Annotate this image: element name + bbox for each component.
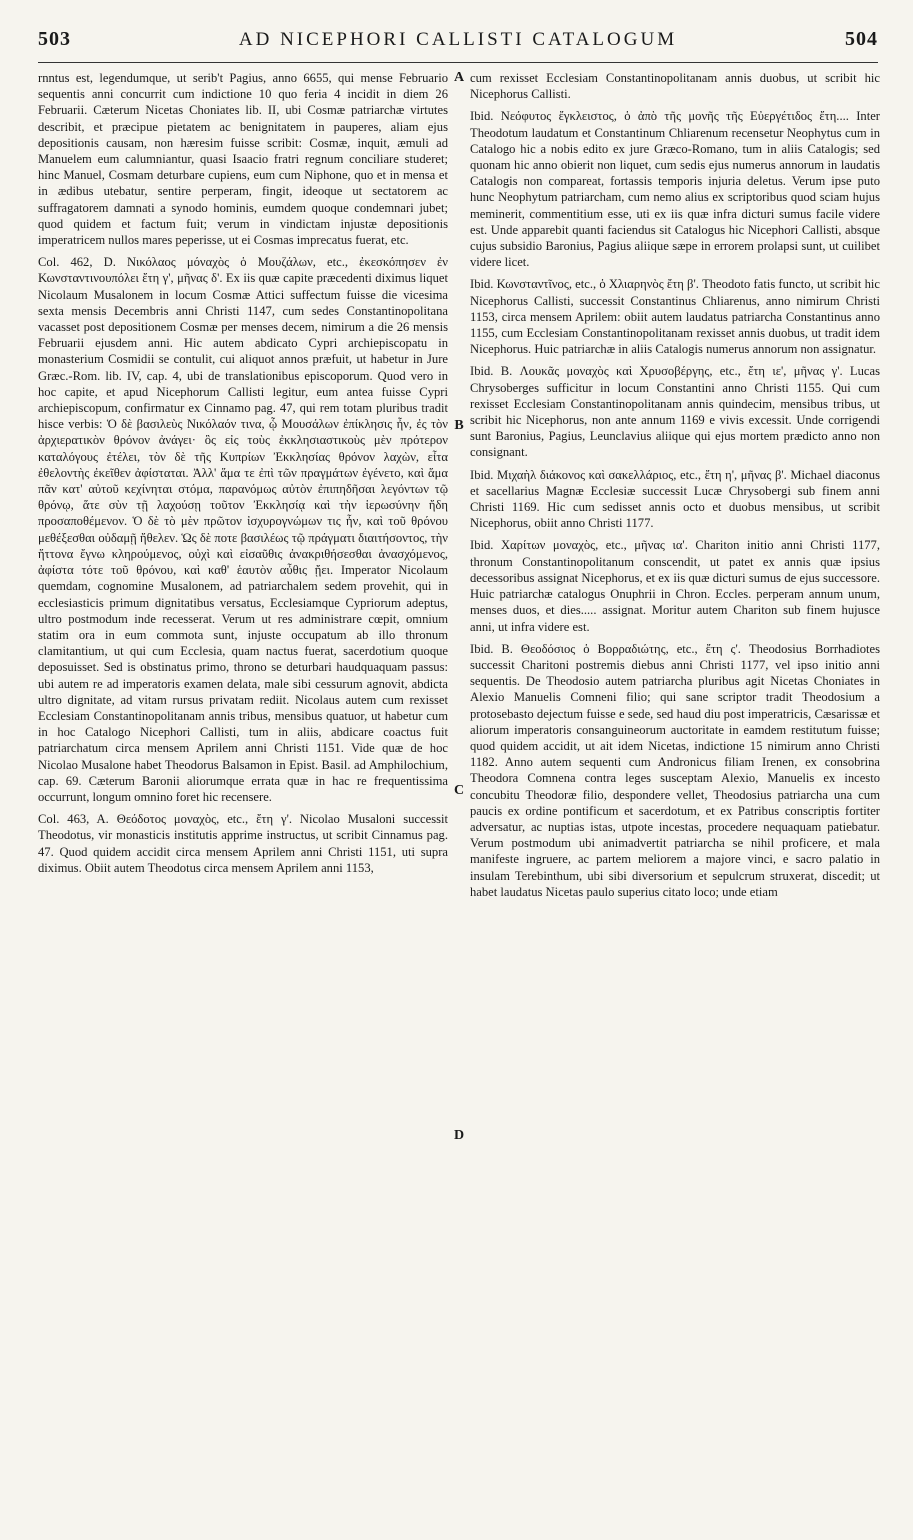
page-number-right: 504 bbox=[844, 28, 878, 50]
left-column bbox=[38, 70, 448, 882]
right-column bbox=[470, 70, 880, 906]
paragraph: Col. 462, D. Νικόλαος μόναχὸς ὁ Μουζάλων, etc., ἐκεσκόπησεν ἐν Κωνσταντινουπόλει ἔτη γ', μῆνας δ'. Ex iis quæ capite præcedenti diximus liquet Nicolaum Musalonem in locum Cosmæ Attici suffectum fuisse die vicesima sexta mensis Decembris anni Christi 1147, cum sedes Constantinopolitana vacasset post depositionem Cosmæ per menses decem, nimirum a die 26 mensis Februarii ejusdem anni. Hic autem abdicato Cypri archiepiscopatu in monasterium Cosmidii se contulit, cui aliquot annos præfuit, ut habetur in Jure Græc.-Rom. lib. IV, cap. 4, ubi de translationibus episcoporum. Quod vero in hoc capite, et apud Nicephorum Callisti legitur, eum antea fuisse Cypri archiepiscopum, confirmatur ex Cinnamo pag. 47, qui rem totam pluribus tradit hisce verbis: Ὁ δὲ βασιλεὺς Νικόλαόν τινα, ᾧ Μουσάλων ἐπίκλησις ἦν, ἐς τὸν ἀρχιερατικὸν θρόνον ἀνάγει· ὃς εἰς τοὺς ἐκκλησιαστικοὺς μὲν πρότερον καταλόγους ἐτέλει, τὸν δὲ τῆς Κυπρίων Ἐκκλησίας θρόνον λαχὼν, εἶτα ἐθελοντὴς ἐκεῖθεν ἀφίσταται. Ἀλλ' ἅμα τε ἐπὶ τῶν πραγμάτων ἐγένετο, καὶ ἅμα πᾶν κατ' αὐτοῦ κεχίνηται στόμα, παρανόμως αὐτὸν ἐπιπηδῆσαι λεγόντων τῷ θρόνῳ, ἅτε σὺν τῇ λαχούσῃ τοῦτον Ἐκκλησίᾳ καὶ τὴν ἱερωσύνην ἤδη προσαποθέμενον. Ὁ δὲ τὸ μὲν πρῶτον ἰσχυρογνώμων τις ἦν, καὶ τοῦ θρόνου μεθέξεσθαι οὐδαμῇ ἤθελεν. Ὡς δὲ ποτε βασιλέως τῷ πράγματι διαιτήσοντος, τὴν ἥττονα ἔγνω κληρούμενος, οὐχὶ καὶ εἰσαῦθις ἀνακριθήσεσθαι ἀνασχόμενος, ἀφίστα τότε τοῦ θρόνου, καὶ καθ' ἑαυτὸν αὖθις ᾔει. Imperator Nicolaum quemdam, cognomine Musalonem, ad patriarchalem sedem provehit, qui in ecclesiasticis primum dignitatibus versatus, Ecclesiamque Cypriorum adeptus, ultro postmodum inde recesserat. Verum ut res administrare cœpit, omnium statim ora in eum commota sunt, injuste occupatum ab illo thronum clamitantium, ut qui cum Ecclesia, quam nactus fuerat, sacerdotium quoque deposuisset. Sed is obstinatus primo, throno se deturbari haudquaquam passus: ubi autem re ad imperatoris examen delata, male sibi cessurum agnovit, abdicta ultro dignitate, ad vitam rursus privatam rediit. Nicolaus autem cum rexisset Ecclesiam Constantinopolitanam annis tribus, mensibus quatuor, ut habetur cum in hoc Catalogo Nicephori Callisti, tum in aliis, abdicare coactus fuit patriarchatum circa mensem Aprilem anni Christi 1151. Vide quæ de hoc Nicolao Musalone habet Theodorus Balsamon in Epist. Basil. ad Amphilochium, cap. 69. Cæterum Baronii aliorumque errata quæ in hac re frequentissima occurrunt, longum omnino foret hic recensere. bbox=[38, 255, 448, 804]
paragraph: cum rexisset Ecclesiam Constantinopolitanam annis duobus, ut scribit hic Nicephorus Callisti. bbox=[470, 71, 880, 102]
paragraph: Ibid. Νεόφυτος ἔγκλειστος, ὁ ἀπὸ τῆς μονῆς τῆς Εὐεργέτιδος ἔτη.... Inter Theodotum laudatum et Constantinum Chliarenum recensetur Neophytus cum in Catalogo hic a nobis edito ex jure Græco-Romano, tum in aliis Catalogis; sed quonam hic anno obierit non liquet, cum sedis ejus numerus annorum in laudatis Catalogis non compareat, fortassis temporis injuria deletus. Verum ipse puto hunc Neophytum patriarcham, cum nemo alius ex scriptoribus quod sciam hujus meminerit, commentitium esse, uti ex iis quæ infra dicturi sumus facile videre est. Unde apparebit quanti faciendus sit Catalogus hic Nicephori Callisti, absque cujus subsidio Baronius, Pagius aliique sæpe in errorem prolapsi sunt, ut cuilibet videre licet. bbox=[470, 109, 880, 270]
margin-letter-a: A bbox=[453, 70, 465, 85]
running-title: AD NICEPHORI CALLISTI CATALOGUM bbox=[238, 29, 678, 50]
margin-letter-d: D bbox=[453, 1128, 465, 1143]
header-rule bbox=[38, 62, 878, 63]
paragraph: Ibid. Χαρίτων μοναχὸς, etc., μῆνας ια'. Chariton initio anni Christi 1177, thronum Constantinopolitanum conscendit, ut patet ex annis quæ ipsius decessoribus assignat Nicephorus, et ex iis quæ dicturi sumus de ejus successore. Huic patriarchæ catalogus Onuphrii in Chron. Eccles. perperam annum unum, menses duos, et dies..... assignat. Moritur autem Chariton sub finem hujusce anni, ut infra videre est. bbox=[470, 538, 880, 634]
page-number-left: 503 bbox=[38, 28, 71, 50]
paragraph: Ibid. Κωνσταντῖνος, etc., ὁ Χλιαρηνὸς ἔτη β'. Theodoto fatis functo, ut scribit hic Nicephorus Callisti, successit Constantinus Chliarenus, anno nimirum Christi 1153, circa mensem Aprilem: obiit autem laudatus patriarcha Constantinus anno 1155, cum Ecclesiam Constantinopolitanam rexisset annis duobus, ut tradit idem Nicephorus. Huic patriarchæ in aliis Catalogis numerus annorum non assignatur. bbox=[470, 277, 880, 357]
margin-letter-b: B bbox=[454, 418, 464, 433]
paragraph: Ibid. B. Λουκᾶς μοναχὸς καὶ Χρυσοβέργης, etc., ἔτη ιε', μῆνας γ'. Lucas Chrysoberges sufficitur in locum Constantini anno Christi 1155. Qui cum rexisset Ecclesiam Constantinopolitanam annis quindecim, mensibus tribus, ut scribit hic Nicephorus, non ante annum 1169 e vivis excessit. Unde corrigendi sunt Baronius, Pagius, Leunclavius aliique qui ejus mortem prædicto anno non consignant. bbox=[470, 364, 880, 460]
paragraph: Col. 463, A. Θεόδοτος μοναχὸς, etc., ἔτη γ'. Nicolao Musaloni successit Theodotus, vir monasticis institutis apprime instructus, ut scribit Cinnamus pag. 47. Quod quidem accidit circa mensem Aprilem anni Christi 1151, uti supra diximus. Obiit autem Theodotus circa mensem Aprilem anni 1153, bbox=[38, 812, 448, 875]
paragraph: rnntus est, legendumque, ut serib't Pagius, anno 6655, qui mense Februario sequentis anni concurrit cum indictione 10 quo feria 4 incidit in diem 26 Februarii. Cæterum Nicetas Choniates lib. II, ubi Cosmæ patriarchæ virtutes describit, et præcipue pietatem ac benignitatem in pauperes, aliam ejus depositionis causam, non hæresim fuisse scribit: Cosmæ, inquit, æmuli ad Manuelem eum calumniantur, quasi Isaacio fratri regnum conciliare studeret; hinc Manuel, Cosmam deturbare cupiens, eum cum Niphone, quo et in mensa et in ædibus utebatur, sentire perperam, fingit, ideoque ut sectatorem ac suffragatorem damnati a synodo hominis, eumdem quoque condemnari jubet; quod quidem et factum fuit; verum in vindictam injustæ depositionis imperatricem nullos mares peperisse, ut ei Cosmas imprecatus fuerat, etc. bbox=[38, 71, 448, 248]
paragraph: Ibid. Μιχαὴλ διάκονος καὶ σακελλάριος, etc., ἔτη η', μῆνας β'. Michael diaconus et sacellarius Magnæ Ecclesiæ successit Lucæ Chrysobergi sub finem anni Christi 1169. Hic cum sedisset annis octo et duobus mensibus, ut scribit Nicephorus, obiit anno Christi 1177. bbox=[470, 467, 880, 531]
running-header bbox=[38, 28, 878, 62]
margin-letter-c: C bbox=[453, 783, 465, 798]
paragraph: Ibid. B. Θεοδόσιος ὁ Βορραδιώτης, etc., ἔτη ς'. Theodosius Borrhadiotes successit Charitoni postremis diebus anni Christi 1177, vel ipso initio anni sequentis. De Theodosio autem patriarcha pluribus agit Nicetas Choniates in Alexio Manuelis Comneni filio; qui sane scriptor tradit Theodosium a protosebasto dejectum fuisse e sede, sed haud diu post imperatricis, Cæsarissæ et aliorum imperatoris consanguineorum auctoritate in eamdem restitutum fuisse; quod quidem accidit, ut ait idem Nicetas, indictione 15 nimirum anno Christi 1182. Anno autem sequenti cum Andronicus filiam Irenen, ex consobrina Theodora Comnena contra leges susceptam Alexio, Manuelis ex incesto concubitu Theodoræ filio, despondere vellet, Theodosius patriarcha una cum paucis ex ordine pontificum et sacerdotum, et ex Patribus conscriptis fortiter adversatur, ac nuptias istas, utpote incestas, procedere nequaquam patiebatur. Verum postmodum ubi animadvertit patriarcha se nihil proficere, et mala manifeste ingruere, ac partem meliorem a majore vinci, e sacro palatio in insulam Terebinthum, ubi sibi diversorium et sepulcrum struxerat, discedit; ut habet laudatus Nicetas paulo superius citato loco; unde etiam bbox=[470, 641, 880, 899]
